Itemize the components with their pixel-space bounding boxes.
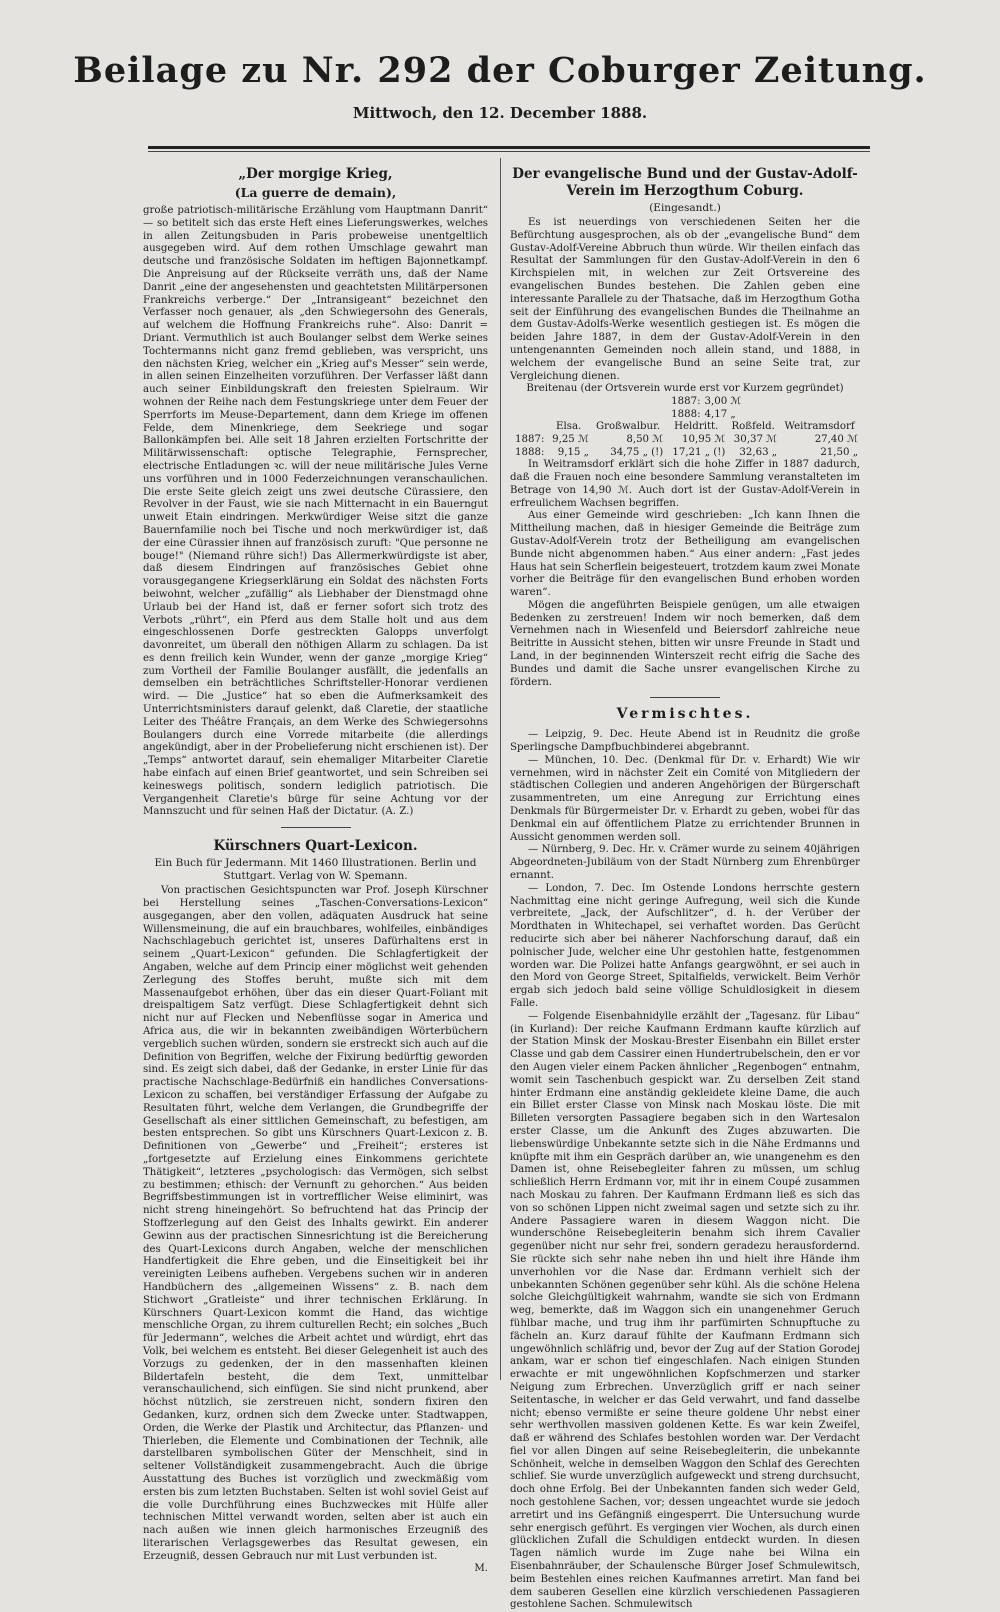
table-header: Elsa.: [556, 421, 582, 433]
masthead-date: Mittwoch, den 12. December 1888.: [352, 104, 648, 122]
article-title: Kürschners Quart-Lexicon.: [213, 838, 418, 855]
news-item: — Folgende Eisenbahnidylle erzählt der „Tagesanz. für Libau“ (in Kurland): Der reiche Kaufmann Erdmann kaufte kürzlich auf der Station Minsk der Moskau-Brester Eisenbahn ein Billet erster Classe und gab dem Cassirer einen Hundertrubelschein, den er vor den Augen vieler einem Packen ähnlicher „Regenbogen“ entnahm, womit sein Taschenbuch gespickt war. Zu derselben Zeit stand hinter Erdmann eine anständig gekleidete kleine Dame, die auch ein Billet erster Classe von Minsk nach Moskau löste. Die mit Billeten versorgten Passagiere begaben sich in den Wartesalon erster Classe, um die Ankunft des Zuges abzuwarten. Die liebenswürdige Unbekannte setzte sich in die Nähe Erdmanns und knüpfte mit ihm ein Gespräch darüber an, wie unangenehm es den Damen ist, ohne Reisebegleiter fahren zu müssen, um schlug schließlich Herrn Erdmann vor, mit ihr in einem Coupé zusammen nach Moskau zu fahren. Der Kaufmann Erdmann ließ es sich das von so schönen Lippen nicht zweimal sagen und setzte sich zu ihr. Andere Passagiere waren in diesem Waggon nicht. Die wunderschöne Reisebegleiterin benahm sich ihrem Cavalier gegenüber nicht nur sehr frei, sondern geradezu herausfordernd. Sie rückte sich sehr nahe neben ihn und hielt ihre Hände ihm unverhohlen vor die Nase dar. Erdmann verhielt sich der unbekannten Schönen gegenüber sehr kühl. Als die schöne Helena solche Gleichgültigkeit wahrnahm, wandte sie sich von Erdmann weg, bemerkte, daß im Waggon sich ein unangenehmer Geruch fühlbar mache, und trug ihm ihr parfümirten Schnupftuche zu fächeln an. Kurz darauf fühlte der Kaufmann Erdmann sich ungewöhnlich schläfrig und, bevor der Zug auf der Station Gorodej ankam, war er schon tief eingeschlafen. Nach einigen Stunden erwachte er mit ungewöhnlichen Kopfschmerzen und starker Neigung zum Erbrechen. Unverzüglich griff er nach seiner Seitentasche, in welcher er das Geld verwahrt, und fand dasselbe nicht; ebenso vermißte er seine theure goldene Uhr nebst einer sehr werthvollen massiven goldenen Kette. Es war kein Zweifel, daß er während des Schlafes bestohlen worden war. Der Verdacht fiel vor allen Dingen auf seine Reisebegleiterin, die unbekannte Schönheit, welche in demselben Waggon den Schlaf des Gerechten schlief. Sie wurde unverzüglich aufgeweckt und streng durchsucht, doch ohne Erfolg. Bei der Unbekannten fanden sich weder Geld, noch gestohlene Sachen, vor; dessen ungeachtet wurde sie jedoch arretirt und ins Gefängniß eingesperrt. Die Untersuchung wurde sehr energisch geführt. Es vergingen vier Wochen, als durch einen glücklichen Zufall die Schuldigen entdeckt wurden. In diesen Tagen nämlich wurde im Zuge nahe bei Wilna ein Eisenbahnräuber, der Schaulensche Bürger Josef Schmulewitsch, beim Bestehlen eines reichen Kaufmannes arretirt. Man fand bei dem sauberen Gesellen eine kürzlich verschiedenen Passagieren gestohlene Sachen. Schmulewitsch: [510, 1010, 860, 1611]
table-cell: 9,15 „: [557, 446, 589, 458]
article-title: „Der morgige Krieg,: [238, 166, 393, 182]
table-cell: 17,21 „ (!): [672, 446, 726, 458]
article-separator: [281, 827, 351, 828]
header-rule: [148, 146, 870, 149]
table-cell: 4,17 „: [704, 408, 736, 420]
left-column: [143, 160, 488, 1576]
table-cell: 1887:: [515, 433, 545, 445]
table-header: Roßfeld.: [731, 421, 775, 433]
table-cell: 27,40 ℳ: [814, 433, 858, 445]
news-item: — München, 10. Dec. (Denkmal für Dr. v. Erhardt) Wie wir vernehmen, wird in nächster Zeit ein Comité von Mitgliedern der städtischen Collegien und anderen Angehörigen der Bürgerschaft zusammentreten, um eine Anregung zur Errichtung eines Denkmals für Bürgermeister Dr. v. Erhardt zu geben, wobei für das Denkmal ein auf öffentlichem Platze zu errichtender Brunnen in Aussicht genommen werden soll.: [510, 754, 860, 843]
news-item: — Leipzig, 9. Dec. Heute Abend ist in Reudnitz die große Sperlingsche Dampfbuchbinderei abgebrannt.: [510, 729, 860, 754]
table-cell: 3,00 ℳ: [704, 396, 742, 408]
news-item: — Nürnberg, 9. Dec. Hr. v. Crämer wurde zu seinem 40jährigen Abgeordneten-Jubiläum von der Stadt Nürnberg zum Ehrenbürger ernannt.: [510, 844, 860, 882]
table-cell: 1887:: [671, 396, 701, 408]
article-signature: M.: [474, 1563, 488, 1575]
article-separator: [650, 697, 720, 698]
article-body: Von practischen Gesichtspuncten war Prof. Joseph Kürschner bei Herstellung seines „Taschen-Conversations-Lexicon“ ausgegangen, aber den vollen, adäquaten Ausdruck hat seine Willensmeinung, die auf ein brauchbares, wohlfeiles, einbändiges Nachschlagebuch gerichtet ist, unseres Dafürhaltens erst in seinem „Quart-Lexicon“ gefunden. Die Schlagfertigkeit der Angaben, welche auf dem Princip einer möglichst weit gehenden Zerlegung des Stoffes beruht, mußte sich mit dem Massenaufgebot erhöhen, über das ein dieser Quart-Foliant mit dreispaltigem Satz verfügt. Diese Schlagfertigkeit dehnt sich nicht nur auf Flecken und Nebenflüsse sogar in America und Africa aus, die wir in bekannten zweibändigen Wörterbüchern vergeblich suchen würden, sondern sie erstreckt sich auch auf die Definition von Begriffen, welche der Fixirung bedürftig geworden sind. Es zeigt sich dabei, daß der Gedanke, in erster Linie für das practische Nachschlage-Bedürfniß ein handliches Conversations-Lexicon zu schaffen, bei verständiger Erfassung der Aufgabe zu Resultaten führt, welche dem Verlangen, die Grundbegriffe der Gesellschaft als einer sittlichen Gemeinschaft, zu befestigen, am besten entsprechen. So gibt uns Kürschners Quart-Lexicon z. B. Definitionen von „Gewerbe“ und „Freiheit“; ersteres ist „fortgesetzte auf Erzielung eines Einkommens gerichtete Thätigkeit“, letzteres „psychologisch: das Vermögen, sich selbst zu bestimmen; ethisch: der Vernunft zu gehorchen.“ Aus beiden Begriffsbestimmungen ist in vortrefflicher Weise eliminirt, was nicht streng hineingehört. So befruchtend hat das Princip der Stoffzerlegung auf den Geist des Inhalts gewirkt. Ein anderer Gewinn aus der practischen Sinnesrichtung ist die Bereicherung des Quart-Lexicons durch Angaben, welche der menschlichen Handfertigkeit die Ehre geben, und die Einseitigkeit bei ihr vereinigten Leibens aufheben. Vergebens suchen wir in anderen Handbüchern des „allgemeinen Wissens“ z. B. nach dem Stichwort „Gratleiste“ und ihrer technischen Erklärung. In Kürschners Quart-Lexicon kommt die Hand, das wichtige menschliche Organ, zu ihrem culturellen Recht; ein solches „Buch für Jedermann“, welches die Arbeit achtet und würdigt, ehrt das Volk, bei welchem es entsteht. Bei dieser Gelegenheit ist auch des Vorzugs zu gedenken, der in den massenhaften kleinen Bildertafeln besteht, die dem Text, unmittelbar veranschaulichend, sich einfügen. Sie sind nicht prunkend, aber höchst nützlich, sie zerstreuen nicht, sondern fixiren den Gedanken, kurz, ordnen sich dem Zwecke unter. Stadtwappen, Orden, die Werke der Plastik und Architectur, das Pflanzen- und Thierleben, die Elemente und Combinationen der Technik, alle darstellbaren symbolischen Güter der Menschheit, sind in seltener Vollständigkeit zusammengebracht. Auch die übrige Ausstattung des Buches ist vorzüglich und zweckmäßig vom ersten bis zum letzten Buchstaben. Selten ist wohl soviel Geist auf die volle Durchführung eines Buchzweckes mit Hülfe aller technischen Mittel verwandt worden, selten aber ist auch ein nach außen wie innen gleich harmonisches Erzeugniß des literarischen Verlagsgewerbes das Resultat gewesen, ein Erzeugniß, dessen Gebrauch nur mit Lust verbunden ist.: [143, 885, 488, 1562]
table-header: Großwalbur.: [596, 421, 661, 433]
table-row: [510, 434, 860, 447]
column-divider: [500, 158, 501, 1380]
header-rule-thin: [148, 151, 870, 152]
article-title: Der evangelische Bund und der Gustav-Adolf-Verein im Herzogthum Coburg.: [512, 166, 858, 199]
article-body: Aus einer Gemeinde wird geschrieben: „Ich kann Ihnen die Mittheilung machen, daß in hiesiger Gemeinde die Beiträge zum Gustav-Adolf-Verein trotz der Betheiligung am evangelischen Bunde nicht abgenommen haben.“ Aus einer andern: „Fast jedes Haus hat sein Scherflein beigesteuert, trotzdem kaum zwei Monate vorher die Beiträge für den evangelischen Bund erhoben worden waren“.: [510, 510, 860, 599]
article-body: Mögen die angeführten Beispiele genügen, um alle etwaigen Bedenken zu zerstreuen! Indem wir noch bemerken, daß dem Vernehmen nach in Wiesenfeld und Beiersdorf zahlreiche neue Beitritte in Aussicht stehen, bitten wir unsre Freunde in Stadt und Land, in der beginnenden Winterszeit recht eifrig die Sache des Bundes und damit die Sache unsrer evangelischen Kirche zu fördern.: [510, 599, 860, 688]
article-body: In Weitramsdorf erklärt sich die hohe Ziffer in 1887 dadurch, daß die Frauen noch eine besondere Sammlung veranstalteten im Betrage von 14,90 ℳ. Auch dort ist der Gustav-Adolf-Verein in erfreulichem Wachsen begriffen.: [510, 459, 860, 509]
article-body: große patriotisch-militärische Erzählung vom Hauptmann Danrit“ — so betitelt sich das erste Heft eines Lieferungswerkes, welches in allen Zeitungsbuden in Paris probeweise unentgeltlich ausgegeben wird. Auf dem rothen Umschlage gewahrt man deutsche und französische Soldaten im heftigen Bajonnetkampf. Die Anpreisung auf der Rückseite verräth uns, daß der Name Danrit „eine der angesehensten und geachtetsten Militärpersonen Frankreichs verberge.“ Der „Intransigeant“ bezeichnet den Verfasser noch genauer, als „den Schwiegersohn des Generals, auf welchem die Hoffnung Frankreichs ruhe“. Also: Danrit = Driant. Vermuthlich ist auch Boulanger selbst dem Werke seines Tochtermanns nicht ganz fremd geblieben, was verspricht, uns den nächsten Krieg, welcher ein „Krieg auf's Messer“ sein werde, in allen seinen Einzelheiten vorzuführen. Der Verfasser läßt dann auch seiner Einbildungskraft den freiesten Spielraum. Wir wohnen der Reihe nach dem Festungskriege unter dem Feuer der Sperrforts im Meuse-Departement, dann dem Kriege im offenen Felde, dem Minenkriege, dem Seekriege und sogar Ballonkämpfen bei. Alle seit 18 Jahren erzielten Fortschritte der Militärwissenschaft: optische Telegraphie, Fernsprecher, electrische Entladungen ꝛc. will der neue militärische Jules Verne uns vorführen und in 1000 Federzeichnungen veranschaulichen. Die erste Seite gleich zeigt uns zwei deutsche Cürassiere, den Revolver in der Faust, wie sie nach Mitternacht in ein Bauerngut unweit Etain eindringen. Merkwürdiger Weise sitzt die ganze Bauernfamilie noch bei Tische und noch merkwürdiger ist, daß der eine Cürassier ihnen auf französisch zuruft: "Que personne ne bouge!" (Niemand rühre sich!) Das Allermerkwürdigste ist aber, daß diesem Eindringen auf französisches Gebiet ohne vorausgegangene Kriegserklärung ein Soldat des nächsten Forts beiwohnt, welcher „zufällig“ als Liebhaber der Dienstmagd ohne Urlaub bei der Hand ist, daß er ferner sofort sich trotz des Verbots „rührt“, ein Pferd aus dem Stalle holt und aus dem eingeschlossenen Dorfe gestreckten Galopps unverfolgt davonreitet, um überall den nöthigen Allarm zu schlagen. Da ist es denn freilich kein Wunder, wenn der ganze „morgige Krieg“ zum Vortheil der Familie Boulanger ausfällt, die jedenfalls an demselben ein beträchtliches Schriftsteller-Honorar verdienen wird. — Die „Justice“ hat so eben die Aufmerksamkeit des Unterrichtsministers darauf gelenkt, daß Claretie, der staatliche Leiter des Théâtre Français, an dem Werke des Schwiegersohns Boulangers durch eine Vorrede mitarbeite (die allerdings angekündigt, aber in der Probelieferung nicht erschienen ist). Der „Temps“ antwortet darauf, sein ehemaliger Mitarbeiter Claretie habe einfach auf einen Brief geantwortet, und sein Schreiben sei keineswegs politisch, sondern lediglich patriotisch. Die Vergangenheit Claretie's bürge für seine Achtung vor der Mannszucht und für seinen Haß der Dictatur. (A. Z.): [143, 205, 488, 818]
donations-table: [510, 421, 860, 459]
table-cell: 10,95 ℳ: [682, 433, 726, 445]
table-header-row: [510, 421, 860, 434]
table-cell: 34,75 „ (!): [610, 446, 664, 458]
article-subtitle: (Eingesandt.): [649, 202, 721, 214]
article-subtitle: (La guerre de demain),: [234, 185, 397, 200]
table-cell: 32,63 „: [739, 446, 778, 458]
masthead-title: Beilage zu Nr. 292 der Coburger Zeitung.: [73, 50, 927, 91]
breitenau-table: [510, 396, 860, 421]
table-cell: 1888:: [671, 408, 701, 420]
section-title: Vermischtes.: [616, 706, 754, 723]
table-cell: 8,50 ℳ: [626, 433, 664, 445]
table-caption: Breitenau (der Ortsverein wurde erst vor Kurzem gegründet): [526, 383, 844, 395]
table-row: [510, 447, 860, 460]
table-row: [510, 396, 860, 409]
article-subtitle: Ein Buch für Jedermann. Mit 1460 Illustrationen. Berlin und Stuttgart. Verlag von W. Spemann.: [154, 857, 477, 883]
table-cell: 21,50 „: [820, 446, 858, 458]
table-header: Weitramsdorf: [784, 421, 855, 433]
table-cell: 30,37 ℳ: [733, 433, 778, 445]
table-header: [510, 421, 546, 434]
table-row: [510, 409, 860, 422]
right-column: [510, 160, 860, 1612]
table-header: Heldritt.: [674, 421, 719, 433]
news-item: — London, 7. Dec. Im Ostende Londons herrschte gestern Nachmittag eine nicht geringe Aufregung, weil sich die Kunde verbreitete, „Jack, der Aufschlitzer“, d. h. der Verüber der Mordthaten in Whitechapel, sei verhaftet worden. Das Gerücht reducirte sich aber bei näherer Nachforschung darauf, daß ein polnischer Jude, welcher eine Uhr gestohlen hatte, festgenommen worden war. Die Polizei hatte Anfangs geargwöhnt, er sei auch in den Mord von George Street, Spitalfields, verwickelt. Beim Verhör ergab sich jedoch bald seine völlige Schuldlosigkeit in diesem Falle.: [510, 882, 860, 1009]
table-cell: 9,25 ℳ: [552, 433, 589, 445]
table-cell: 1888:: [515, 446, 545, 458]
article-body: Es ist neuerdings von verschiedenen Seiten her die Befürchtung ausgesprochen, als ob der „evangelische Bund“ dem Gustav-Adolf-Vereine Abbruch thun würde. Wir theilen einfach das Resultat der Sammlungen für den Gustav-Adolf-Verein in den 6 Kirchspielen mit, in welchen zur Zeit Ortsvereine des evangelischen Bundes bestehen. Die Zahlen geben eine interessante Parallele zu der Thatsache, daß im Herzogthum Gotha seit der Einführung des evangelischen Bundes die Theilnahme an dem Gustav-Adolfs-Werke wesentlich gestiegen ist. Es mögen die beiden Jahre 1887, in dem der Gustav-Adolf-Verein in den untengenannten Gemeinden noch allein stand, und 1888, in welchem der evangelische Bund an seine Seite trat, zur Vergleichung dienen.: [510, 217, 860, 382]
